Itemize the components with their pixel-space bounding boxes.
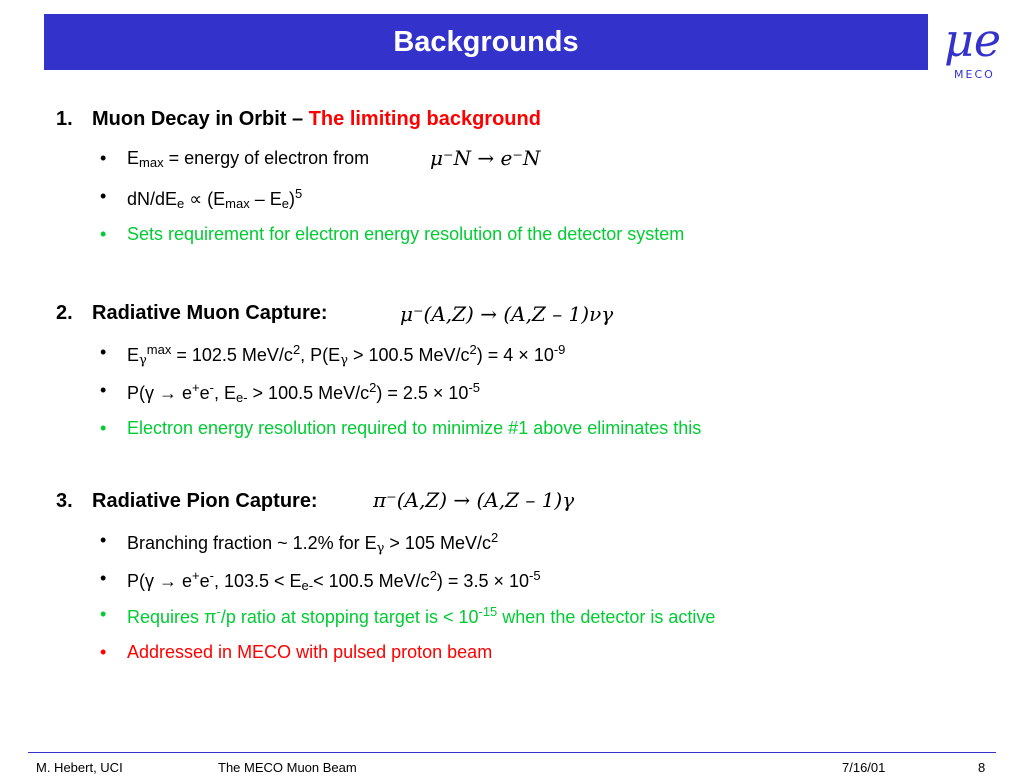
section-1-heading: [92, 108, 541, 131]
equation-muon-decay: μ⁻N → e⁻N: [430, 146, 541, 170]
equation-radiative-pion-capture: π⁻(A,Z) → (A,Z – 1)γ: [373, 488, 575, 512]
section-1-heading-text: Muon Decay in Orbit –: [92, 108, 309, 130]
slide-content: 1. Muon Decay in Orbit – The limiting background • $E_{max}$ = energy of electron from μ⁻N → e⁻N • $dN/dE_e \propto (E_{max} - E_e)^5$ • Sets requirement for electron energy resolution of the detector system 2. Radiative Muon Capture: μ⁻(A,Z) → (A,Z – 1)νγ • $E_\gamma^{max} = 102.5$ MeV/$c^2$, $P(E_\gamma > 100.5$ MeV/$c^2) = 4 \times 10^{-9}$ • P(γ → e+e-, $E_{e-} > 100.5$ MeV/$c^2) = 2.5 \times 10^{-5}$ • Electron energy resolution required to minimize #1 above eliminates this 3. Radiative Pion Capture: π⁻(A,Z) → (A,Z – 1)γ • Branching fraction ~ 1.2% for $E_\gamma > 105$ MeV/$c^2$ • P(γ → e+e-, $103.5 < E_{e-}< 100.5$ MeV/$c^2) = 3.5 \times 10^{-5}$ • Requires π-/p ratio at stopping target is < $10^{-15}$ when the detector is active • Addressed in MECO with pulsed proton beam: [56, 108, 716, 662]
section-3-heading: Radiative Pion Capture:: [92, 490, 318, 512]
footer-page-number: 8: [978, 760, 986, 775]
section-1-number: 1.: [56, 108, 73, 130]
section-1-heading-highlight: The limiting background: [308, 108, 541, 130]
logo-glyph: μe: [944, 13, 1002, 67]
footer-author: M. Hebert, UCI: [36, 760, 123, 775]
footer-talk-title: The MECO Muon Beam: [218, 760, 357, 775]
section-2-number: 2.: [56, 302, 73, 324]
logo-text: MECO: [954, 68, 995, 81]
section-3-number: 3.: [56, 490, 73, 512]
equation-radiative-muon-capture: μ⁻(A,Z) → (A,Z – 1)νγ: [400, 302, 614, 326]
page-title: Backgrounds: [393, 25, 579, 58]
section-2-heading: Radiative Muon Capture:: [92, 302, 328, 324]
footer-divider: [28, 752, 996, 753]
footer-date: 7/16/01: [842, 760, 886, 775]
